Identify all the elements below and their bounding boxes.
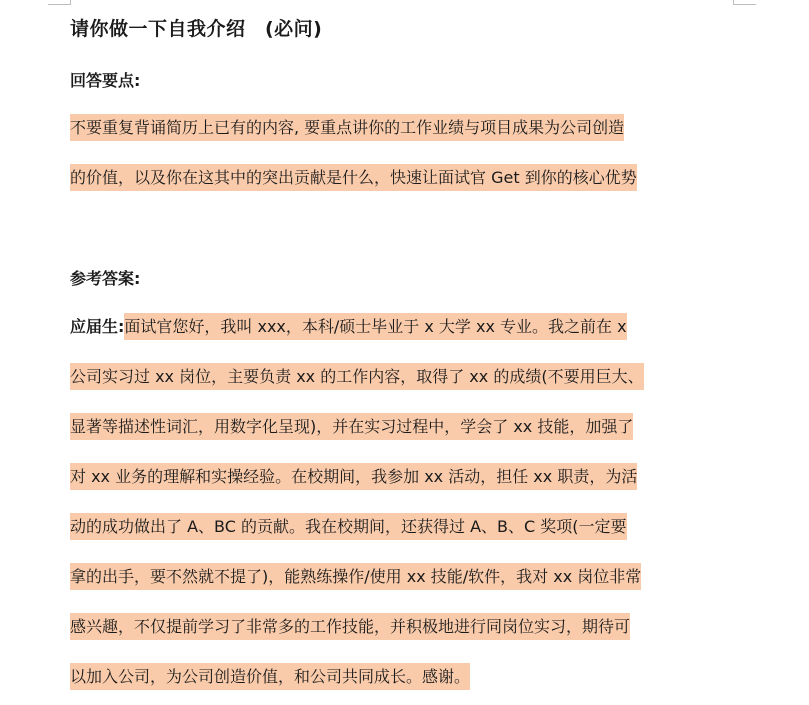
highlighted-text: 对 xx 业务的理解和实操经验。在校期间，我参加 xx 活动，担任 xx 职责，为活 [70,463,637,490]
highlighted-text: 拿的出手，要不然就不提了)，能熟练操作/使用 xx 技能/软件，我对 xx 岗位非常 [70,563,641,590]
highlighted-text: 以加入公司，为公司创造价值，和公司共同成长。感谢。 [70,663,470,690]
page-corner-mark-right [733,0,756,5]
paragraph-line [70,352,734,402]
highlighted-text: 面试官您好，我叫 xxx，本科/硕士毕业于 x 大学 xx 专业。我之前在 x [124,313,626,340]
graduate-lead-label: 应届生: [70,317,125,336]
paragraph-line [70,602,734,652]
reference-answer-paragraph [70,302,734,702]
highlighted-text: 动的成功做出了 A、BC 的贡献。我在校期间，还获得过 A、B、C 奖项(一定要 [70,513,627,540]
paragraph-line [70,502,734,552]
paragraph-line [70,302,734,352]
paragraph-line [70,652,734,702]
highlighted-text: 公司实习过 xx 岗位，主要负责 xx 的工作内容，取得了 xx 的成绩(不要用巨大、 [70,363,644,390]
question-title: 请你做一下自我介绍 (必问) [70,18,323,40]
paragraph-line [70,552,734,602]
highlighted-text: 显著等描述性词汇，用数字化呈现)，并在实习过程中，学会了 xx 技能，加强了 [70,413,633,440]
answer-points-paragraph [70,103,734,203]
highlighted-text: 的价值，以及你在这其中的突出贡献是什么，快速让面试官 Get 到你的核心优势 [70,164,637,191]
highlighted-text: 感兴趣，不仅提前学习了非常多的工作技能，并积极地进行同岗位实习，期待可 [70,613,630,640]
paragraph-line [70,103,734,153]
page-corner-mark-left [48,0,71,5]
paragraph-line [70,153,734,203]
answer-points-label: 回答要点: [70,71,141,90]
highlighted-text: 不要重复背诵简历上已有的内容, 要重点讲你的工作业绩与项目成果为公司创造 [70,114,624,141]
paragraph-line [70,402,734,452]
reference-answer-label: 参考答案: [70,269,141,288]
paragraph-line [70,452,734,502]
